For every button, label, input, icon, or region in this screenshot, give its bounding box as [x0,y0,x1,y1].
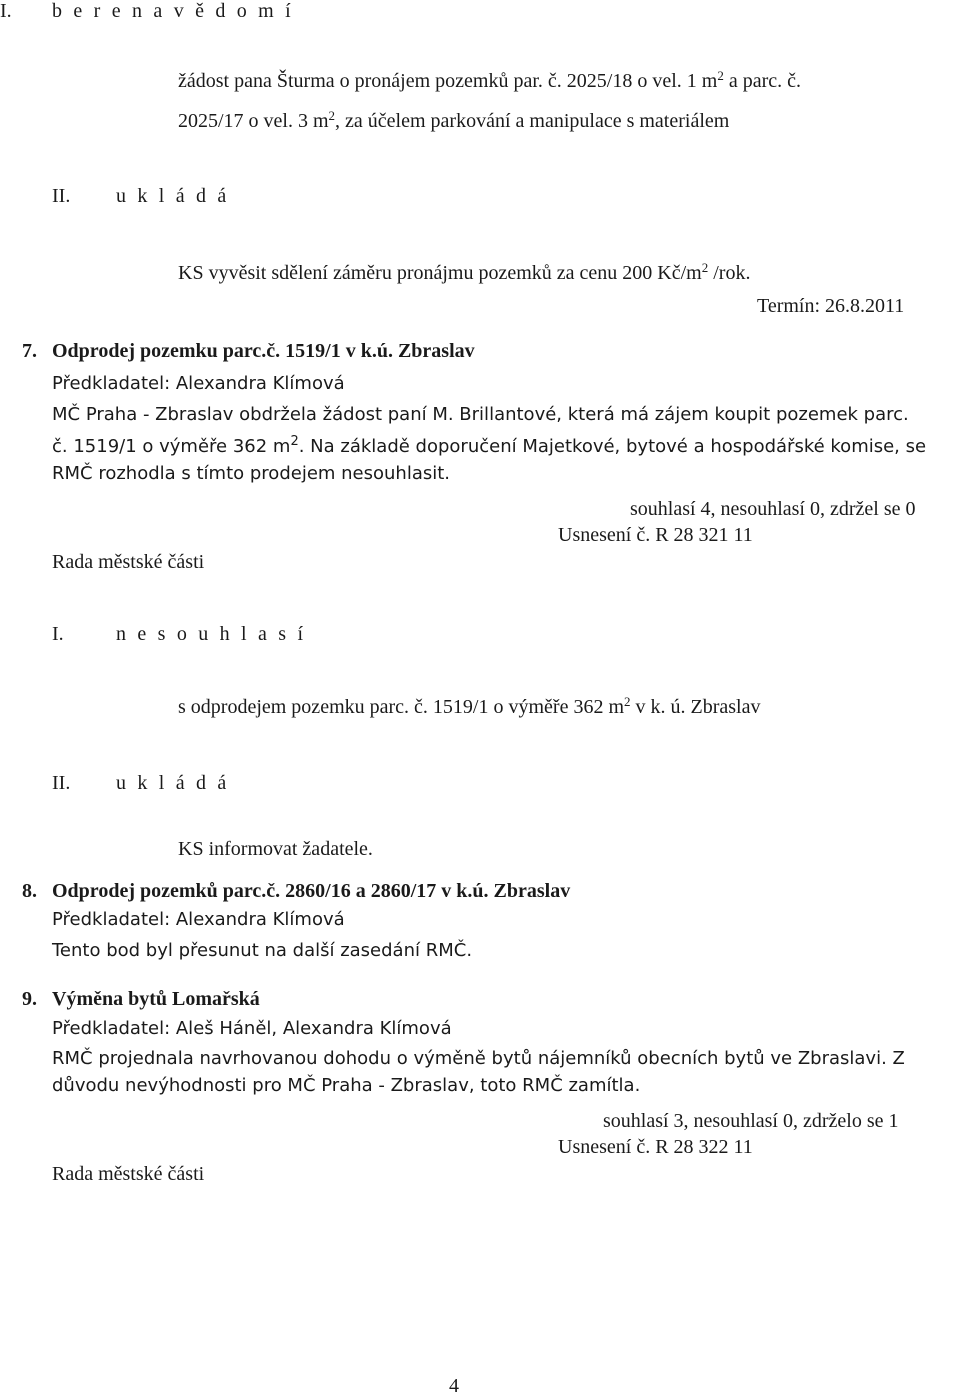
body-text: RMČ rozhodla s tímto prodejem nesouhlasit. [52,463,451,484]
body-text: Tento bod byl přesunut na další zasedání RMČ. [52,940,473,961]
page-number: 4 [449,1375,459,1397]
body-text: důvodu nevýhodnosti pro MČ Praha - Zbraslav, toto RMČ zamítla. [52,1075,641,1096]
body-text: č. 1519/1 o výměře 362 $m^2$. Na základě doporučení Majetkové, bytové a hospodářské komise, se [52,434,927,457]
body-text: RMČ projednala navrhovanou dohodu o výměně bytů nájemníků obecních bytů ve Zbraslavi. Z [52,1048,905,1069]
section-verb: n e s o u h l a s í [116,623,307,645]
agenda-item-heading: 7. Odprodej pozemku parc.č. 1519/1 v k.ú. Zbraslav [22,340,475,362]
decision-text: KS vyvěsit sdělení záměru pronájmu pozemků za cenu 200 $Kč/m^2$ /rok. [178,260,751,284]
section-verb: b e r e n a v ě d o m í [52,0,294,22]
decision-text: s odprodejem pozemku parc. č. 1519/1 o výměře 362 $m^2$ v k. ú. Zbraslav [178,694,761,718]
council-label: Rada městské části [52,1163,205,1185]
body-text: MČ Praha - Zbraslav obdržela žádost paní M. Brillantové, která má zájem koupit pozemek parc. [52,404,909,425]
vote-result: souhlasí 3, nesouhlasí 0, zdrželo se 1 [603,1110,899,1132]
vote-result: souhlasí 4, nesouhlasí 0, zdržel se 0 [630,498,916,520]
agenda-item-heading: 9. Výměna bytů Lomařská [22,988,260,1010]
presenter: Předkladatel: Aleš Háněl, Alexandra Klímová [52,1018,452,1039]
resolution-number: Usnesení č. R 28 321 11 [558,524,753,546]
presenter: Předkladatel: Alexandra Klímová [52,909,345,930]
decision-text: KS informovat žadatele. [178,838,373,860]
presenter: Předkladatel: Alexandra Klímová [52,373,345,394]
section-numeral: I. [52,623,64,645]
council-label: Rada městské části [52,551,205,573]
resolution-number: Usnesení č. R 28 322 11 [558,1136,753,1158]
section-verb: u k l á d á [116,185,230,207]
section-numeral: II. [52,772,71,794]
agenda-item-heading: 8. Odprodej pozemků parc.č. 2860/16 a 2860/17 v k.ú. Zbraslav [22,880,571,902]
decision-text: 2025/17 o vel. 3 $m^2$, za účelem parkování a manipulace s materiálem [178,108,730,132]
section-verb: u k l á d á [116,772,230,794]
deadline: Termín: 26.8.2011 [757,295,905,317]
decision-text: žádost pana Šturma o pronájem pozemků par. č. 2025/18 o vel. 1 $m^2$ a parc. č. [178,68,801,92]
section-numeral: II. [52,185,71,207]
section-numeral: I. [0,0,12,22]
